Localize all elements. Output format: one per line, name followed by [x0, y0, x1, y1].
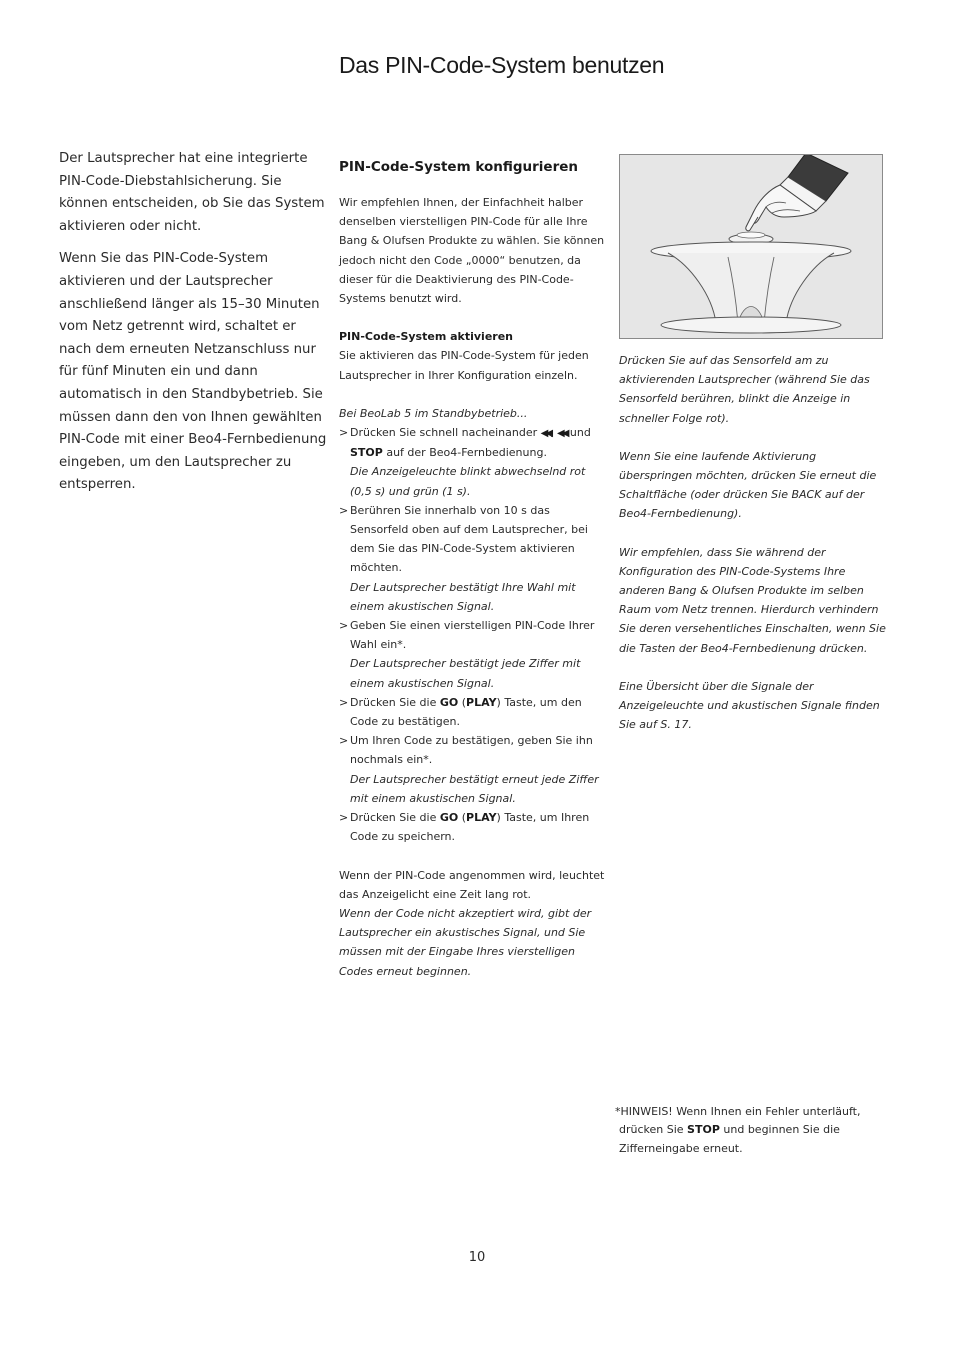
page-number: 10	[468, 1250, 486, 1265]
sidebar-column	[619, 351, 887, 753]
rewind-icon: ◀◀	[557, 428, 567, 440]
arrow-icon: >	[339, 503, 349, 517]
speaker-base	[661, 317, 841, 333]
activate-text: Sie aktivieren das PIN-Code-System für jeden Lautsprecher in Ihrer Konfiguration einzeln.	[339, 349, 589, 382]
step-item: > Drücken Sie schnell nacheinander ◀◀, ◀◀ und STOP auf der Beo4-Fernbedienung. Die Anzeigeleuchte blinkt abwechselnd rot (0,5 s) und grün (1 s).	[339, 423, 607, 501]
standby-lead: Bei BeoLab 5 im Standbybetrieb...	[339, 406, 528, 420]
stop-key: STOP	[350, 446, 383, 460]
footnote: *HINWEIS! Wenn Ihnen ein Fehler unterläuft, drücken Sie STOP und beginnen Sie die Zifferneingabe erneut.	[615, 1105, 861, 1155]
speaker-illustration	[619, 154, 883, 339]
result-fail-text: Wenn der Code nicht akzeptiert wird, gibt der Lautsprecher ein akustisches Signal, und Sie müssen mit der Eingabe Ihres vierstelligen Codes erneut beginnen.	[339, 906, 592, 978]
step-item: > Drücken Sie die GO (PLAY) Taste, um Ihren Code zu speichern.	[339, 808, 607, 846]
speaker-hand-drawing	[620, 155, 882, 338]
play-key: PLAY	[466, 811, 497, 825]
play-key: PLAY	[466, 695, 497, 709]
sidebar-note: Eine Übersicht über die Signale der Anzeigeleuchte und akustischen Signale finden Sie auf S. 17.	[619, 679, 880, 732]
rewind-icon: ◀◀	[540, 428, 551, 440]
figure-caption: Drücken Sie auf das Sensorfeld am zu aktivierenden Lautsprecher (während Sie das Sensorfeld berühren, blinkt die Anzeige in schneller Folge rot).	[619, 354, 870, 425]
step-note: Die Anzeigeleuchte blinkt abwechselnd rot (0,5 s) und grün (1 s).	[350, 465, 586, 498]
step-note: Der Lautsprecher bestätigt Ihre Wahl mit einem akustischen Signal.	[350, 580, 576, 613]
sidebar-note: Wir empfehlen, dass Sie während der Konfiguration des PIN-Code-Systems Ihre anderen Bang & Olufsen Produkte im selben Raum vom Netz trennen. Hierdurch verhindern Sie deren versehentliches Einschalten, wenn Sie die Tasten der Beo4-Fernbedienung drücken.	[619, 545, 886, 655]
sidebar-note: Wenn Sie eine laufende Aktivierung überspringen möchten, drücken Sie erneut die Schaltfläche (oder drücken Sie BACK auf der Beo4-Fernbedienung).	[619, 449, 877, 521]
stop-key: STOP	[687, 1123, 720, 1137]
config-intro: Wir empfehlen Ihnen, der Einfachheit halber denselben vierstelligen PIN-Code für alle Ihre Bang & Olufsen Produkte zu wählen. Sie können jedoch nicht den Code „0000“ benutzen, da dieser für die Deaktivierung des PIN-Code-Systems benutzt wird.	[339, 196, 605, 306]
go-key: GO	[439, 811, 459, 825]
step-item: > Geben Sie einen vierstelligen PIN-Code Ihrer Wahl ein*. Der Lautsprecher bestätigt jede Ziffer mit einem akustischen Signal.	[339, 616, 607, 693]
result-text: Wenn der PIN-Code angenommen wird, leuchtet das Anzeigelicht eine Zeit lang rot.	[339, 868, 605, 901]
config-column	[339, 156, 607, 981]
intro-column	[59, 148, 327, 507]
arrow-icon: >	[339, 426, 349, 440]
config-heading: PIN-Code-System konfigurieren	[339, 159, 579, 175]
go-key: GO	[439, 695, 459, 709]
step-note: Der Lautsprecher bestätigt erneut jede Ziffer mit einem akustischen Signal.	[350, 772, 599, 805]
step-list	[339, 423, 607, 846]
arrow-icon: >	[339, 695, 349, 709]
arrow-icon: >	[339, 811, 349, 825]
step-item: > Um Ihren Code zu bestätigen, geben Sie ihn nochmals ein*. Der Lautsprecher bestätigt erneut jede Ziffer mit einem akustischen Signal.	[339, 731, 607, 808]
step-note: Der Lautsprecher bestätigt jede Ziffer mit einem akustischen Signal.	[350, 657, 581, 690]
arrow-icon: >	[339, 734, 349, 748]
intro-paragraph: Wenn Sie das PIN-Code-System aktivieren und der Lautsprecher anschließend länger als 15–30 Minuten vom Netz getrennt wird, schaltet er nach dem erneuten Netzanschluss nur für fünf Minuten ein und dann automatisch in den Standbybetrieb. Sie müssen dann den von Ihnen gewählten PIN-Code mit einer Beo4-Fernbedienung eingeben, um den Lautsprecher zu entsperren.	[59, 251, 327, 493]
step-item: > Drücken Sie die GO (PLAY) Taste, um den Code zu bestätigen.	[339, 693, 607, 731]
intro-paragraph: Der Lautsprecher hat eine integrierte PIN-Code-Diebstahlsicherung. Sie können entscheiden, ob Sie das System aktivieren oder nicht.	[59, 151, 325, 234]
page-title: Das PIN-Code-System benutzen	[339, 52, 665, 78]
arrow-icon: >	[339, 619, 349, 633]
step-item: > Berühren Sie innerhalb von 10 s das Sensorfeld oben auf dem Lautsprecher, bei dem Sie das PIN-Code-System aktivieren möchten. Der Lautsprecher bestätigt Ihre Wahl mit einem akustischen Signal.	[339, 501, 607, 616]
activate-heading: PIN-Code-System aktivieren	[339, 330, 513, 344]
